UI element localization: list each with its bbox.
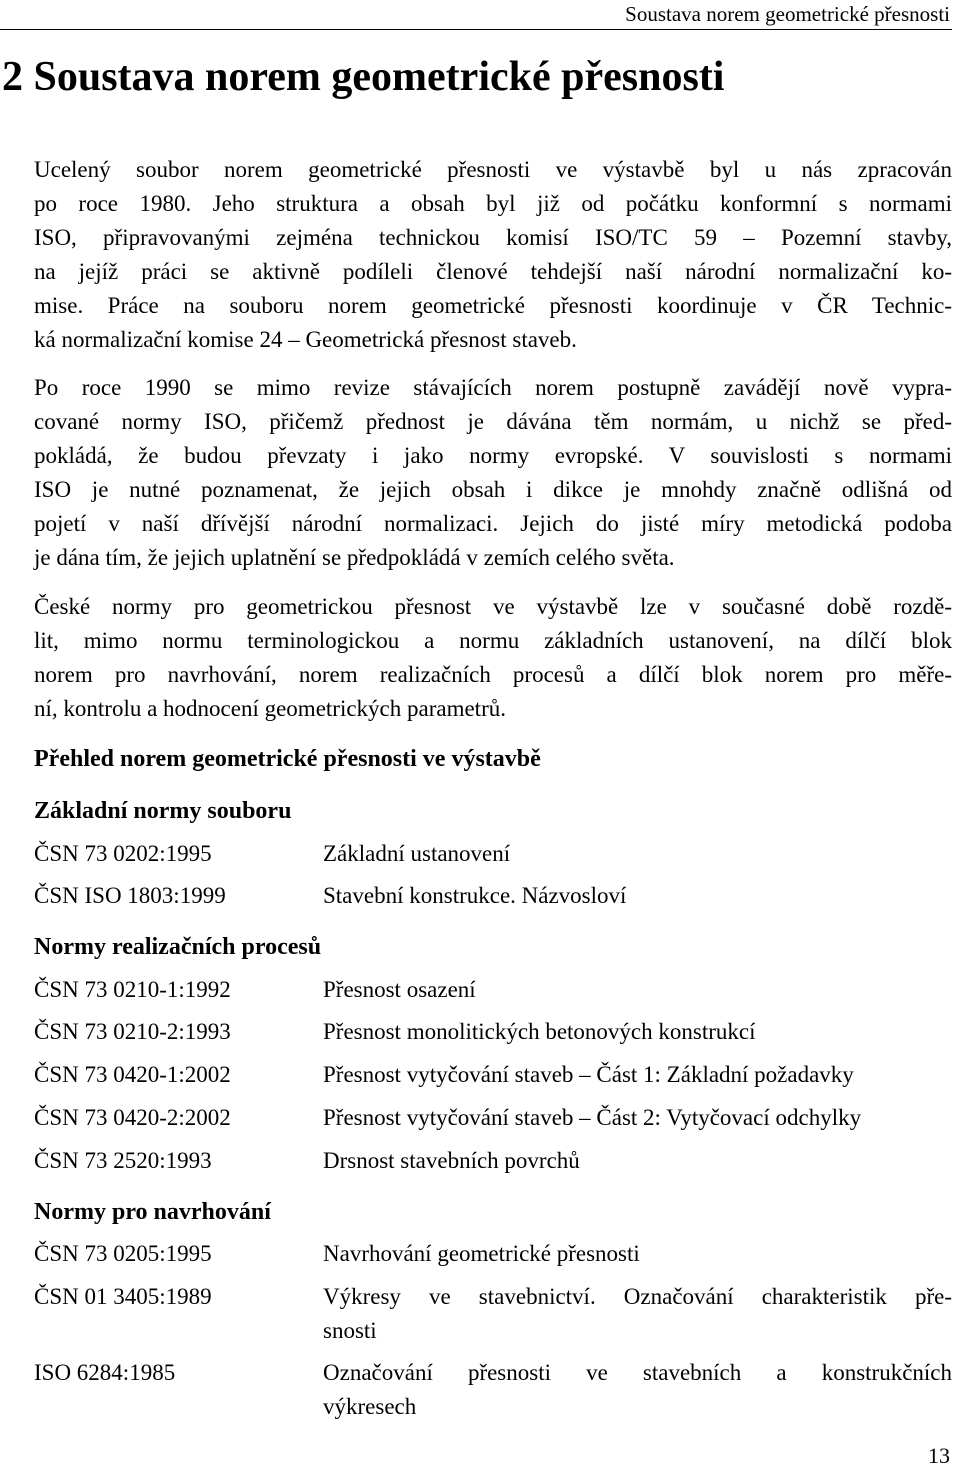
standard-code: ČSN 73 0205:1995 bbox=[34, 1241, 212, 1266]
paragraph-line: cované normy ISO, přičemž přednost je dávána těm normám, u nichž se před- bbox=[34, 409, 952, 434]
running-header: Soustava norem geometrické přesnosti bbox=[625, 2, 950, 26]
paragraph-line: je dána tím, že jejich uplatnění se předpokládá v zemích celého světa. bbox=[34, 545, 675, 570]
standard-code: ISO 6284:1985 bbox=[34, 1360, 176, 1385]
paragraph-line: ISO, připravovanými zejména technickou komisí ISO/TC 59 – Pozemní stavby, bbox=[34, 225, 952, 250]
section-title-realization: Normy realizačních procesů bbox=[34, 934, 322, 960]
section-title-design: Normy pro navrhování bbox=[34, 1199, 271, 1225]
standard-code: ČSN 73 0210-2:1993 bbox=[34, 1019, 231, 1044]
paragraph-line: České normy pro geometrickou přesnost ve výstavbě lze v současné době rozdě- bbox=[34, 594, 952, 619]
standard-name: Přesnost vytyčování staveb – Část 2: Vytyčovací odchylky bbox=[323, 1105, 862, 1130]
standard-code: ČSN 73 0210-1:1992 bbox=[34, 977, 231, 1002]
standard-code: ČSN 73 0202:1995 bbox=[34, 841, 212, 866]
overview-title: Přehled norem geometrické přesnosti ve výstavbě bbox=[34, 746, 541, 772]
standard-name: Základní ustanovení bbox=[323, 841, 511, 866]
paragraph-intro bbox=[34, 153, 952, 357]
standard-name: Přesnost monolitických betonových konstrukcí bbox=[323, 1019, 756, 1044]
standard-name: Přesnost osazení bbox=[323, 977, 476, 1002]
paragraph-line: lit, mimo normu terminologickou a normu základních ustanovení, na dílčí blok bbox=[34, 628, 952, 653]
standard-code: ČSN 01 3405:1989 bbox=[34, 1284, 212, 1309]
paragraph-line: ní, kontrolu a hodnocení geometrických parametrů. bbox=[34, 696, 506, 721]
standard-name: Navrhování geometrické přesnosti bbox=[323, 1241, 640, 1266]
paragraph-line: norem pro navrhování, norem realizačních procesů a dílčí blok norem pro měře- bbox=[34, 662, 952, 687]
standard-name: Drsnost stavebních povrchů bbox=[323, 1148, 580, 1173]
standard-name: Stavební konstrukce. Názvosloví bbox=[323, 883, 627, 908]
paragraph-czech-norms bbox=[34, 590, 952, 726]
standard-name: Přesnost vytyčování staveb – Část 1: Základní požadavky bbox=[323, 1062, 854, 1087]
paragraph-line: pojetí v naší dřívější národní normalizaci. Jejich do jisté míry metodická podoba bbox=[34, 511, 952, 536]
paragraph-line: Po roce 1990 se mimo revize stávajících norem postupně zavádějí nově vypra- bbox=[34, 375, 952, 400]
standard-code: ČSN 73 0420-2:2002 bbox=[34, 1105, 231, 1130]
standard-name: Označování přesnosti ve stavebních a konstrukčních výkresech bbox=[323, 1360, 952, 1419]
header-rule bbox=[0, 29, 952, 30]
paragraph-line: po roce 1980. Jeho struktura a obsah byl již od počátku konformní s normami bbox=[34, 191, 952, 216]
standard-code: ČSN 73 2520:1993 bbox=[34, 1148, 212, 1173]
paragraph-line: mise. Práce na souboru norem geometrické přesnosti koordinuje v ČR Technic- bbox=[34, 293, 952, 318]
paragraph-iso bbox=[34, 371, 952, 575]
standard-code: ČSN 73 0420-1:2002 bbox=[34, 1062, 231, 1087]
paragraph-line: pokládá, že budou převzaty i jako normy evropské. V souvislosti s normami bbox=[34, 443, 952, 468]
paragraph-line: Ucelený soubor norem geometrické přesnosti ve výstavbě byl u nás zpracován bbox=[34, 157, 952, 182]
paragraph-line: na jejíž práci se aktivně podíleli členové tehdejší naší národní normalizační ko- bbox=[34, 259, 952, 284]
standard-code: ČSN ISO 1803:1999 bbox=[34, 883, 226, 908]
paragraph-line: ISO je nutné poznamenat, že jejich obsah i dikce je mnohdy značně odlišná od bbox=[34, 477, 952, 502]
paragraph-line: ká normalizační komise 24 – Geometrická přesnost staveb. bbox=[34, 327, 577, 352]
chapter-title: 2 Soustava norem geometrické přesnosti bbox=[2, 54, 725, 100]
standard-name: Výkresy ve stavebnictví. Označování charakteristik pře- snosti bbox=[323, 1284, 952, 1343]
page-number: 13 bbox=[928, 1443, 950, 1468]
section-title-basic: Základní normy souboru bbox=[34, 798, 292, 824]
